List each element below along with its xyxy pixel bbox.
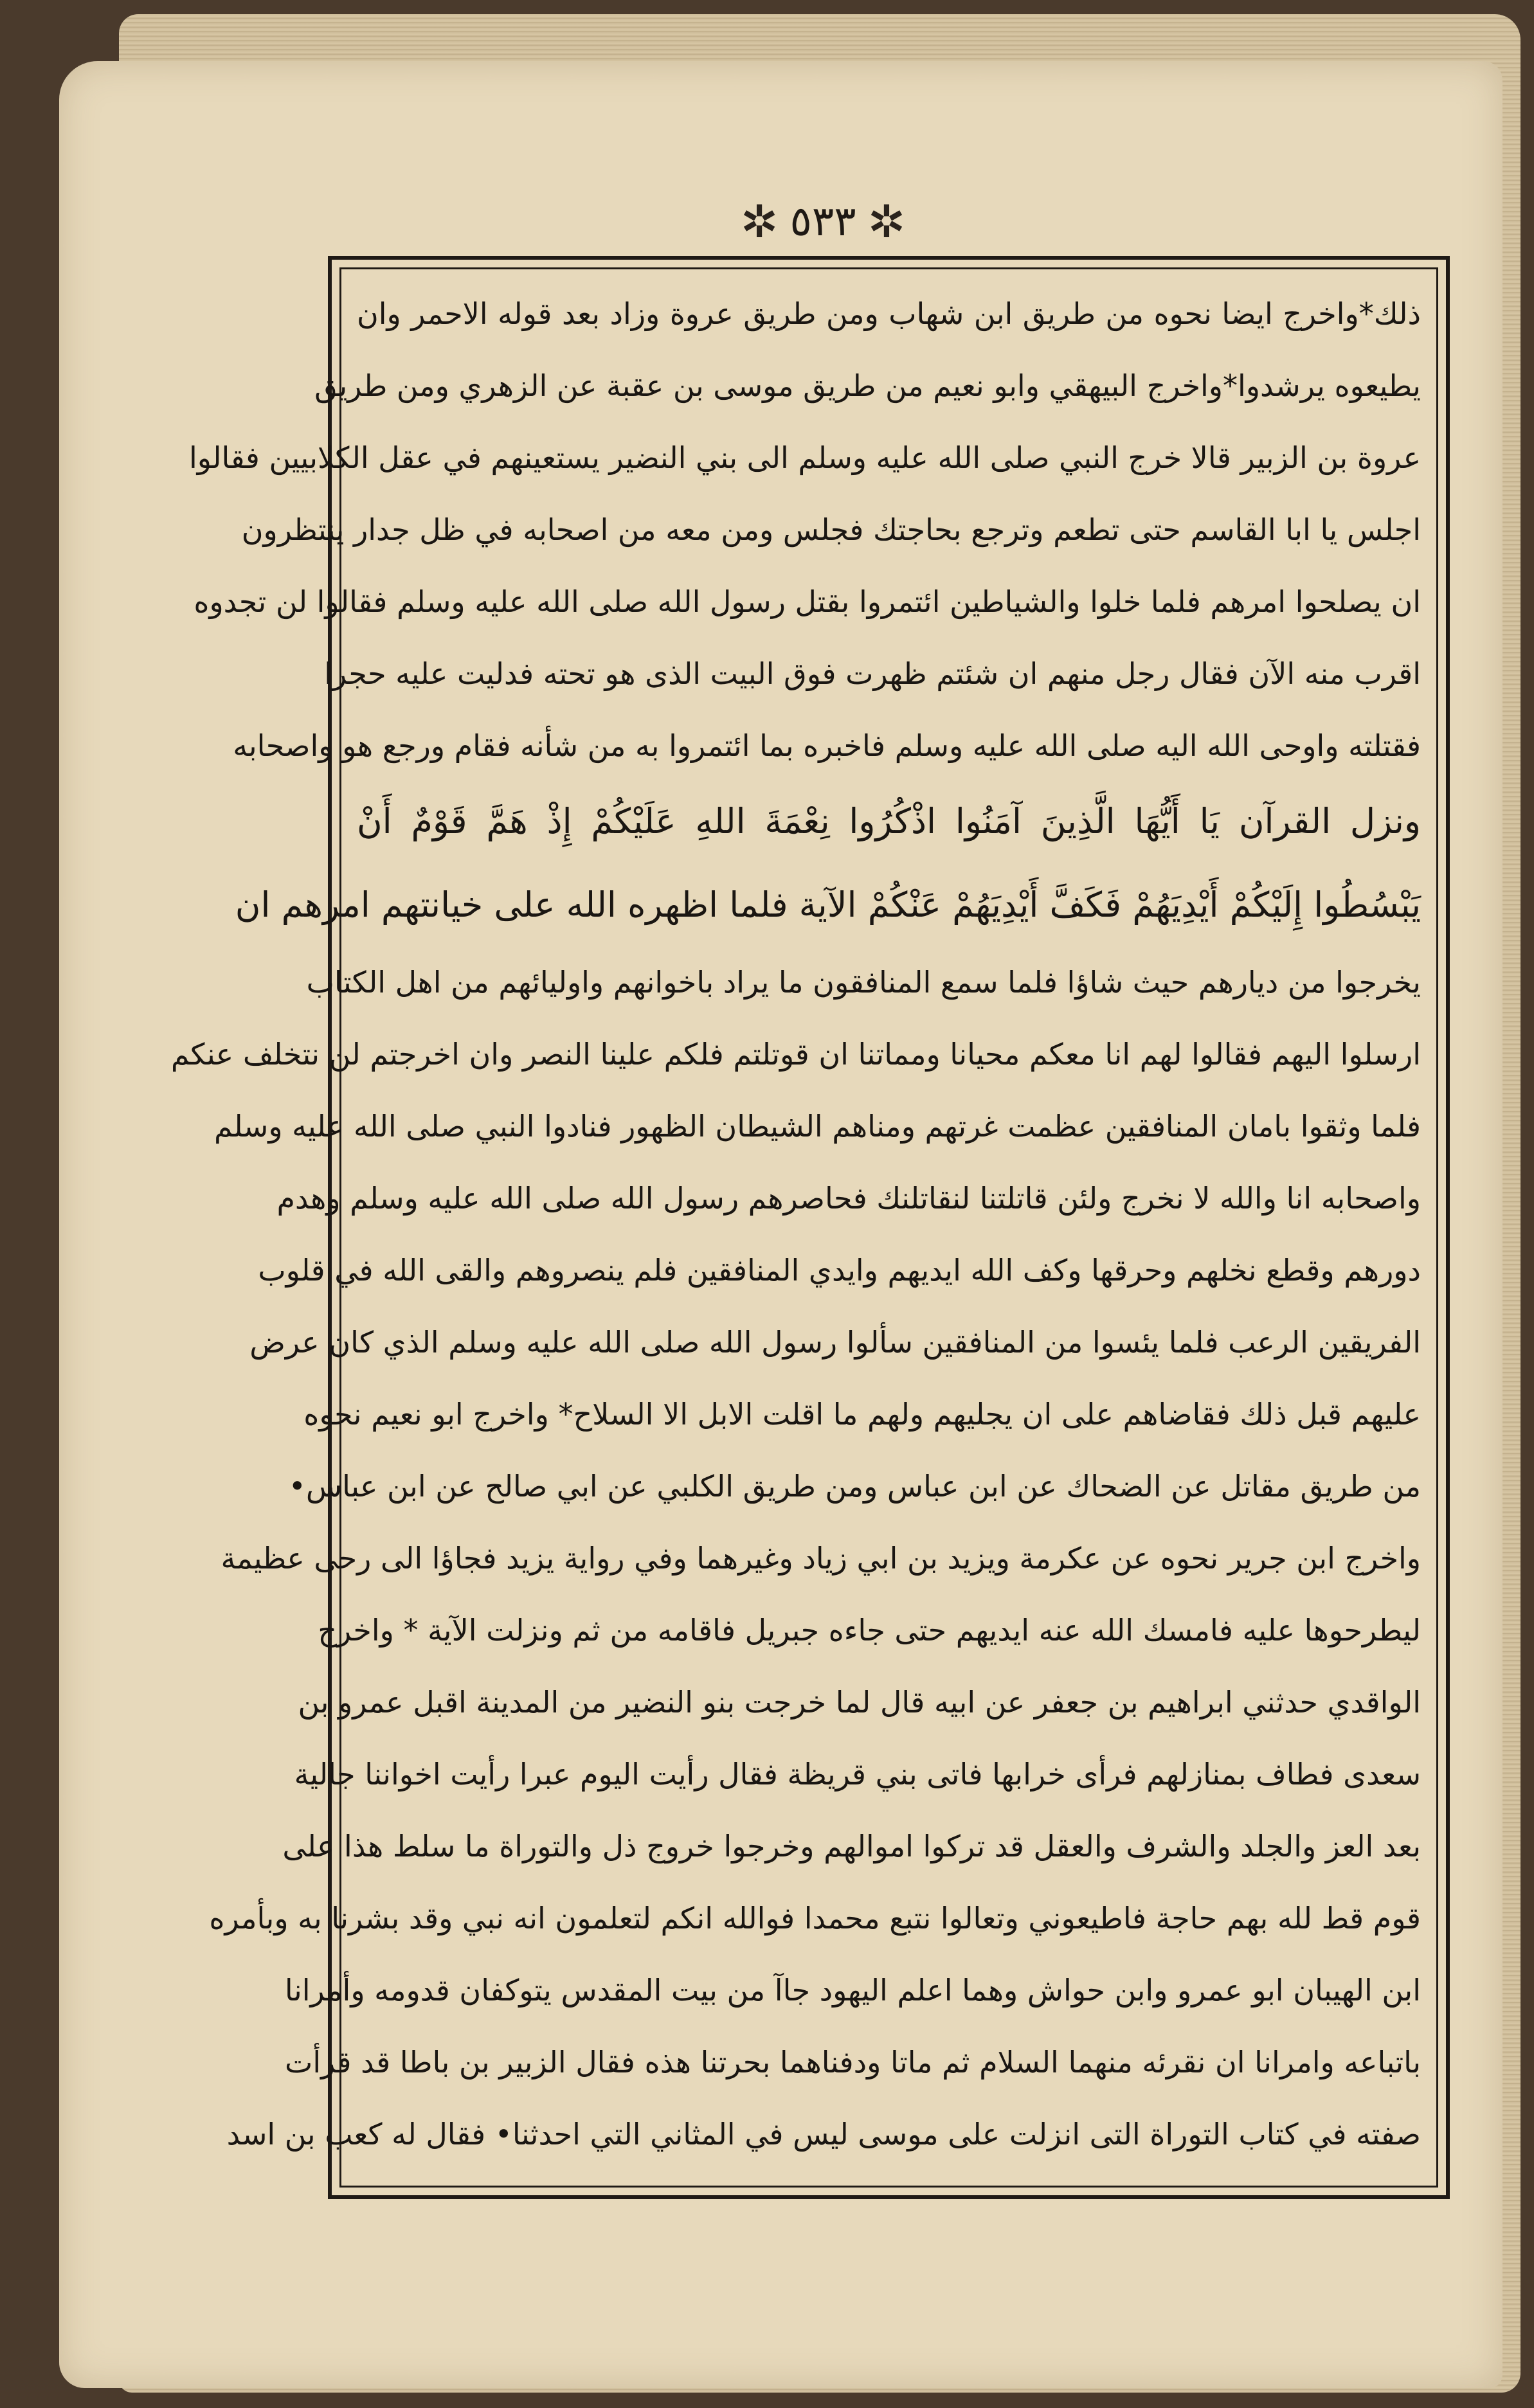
text-line-12: فلما وثقوا بامان المنافقين عظمت غرتهم ومناهم الشيطان الظهور فنادوا النبي صلى الله عليه وسلم [213, 1109, 1421, 1144]
ornament-right-icon: ✲ [867, 195, 906, 248]
text-line-5: ان يصلحوا امرهم فلما خلوا والشياطين ائتمروا بقتل رسول الله صلى الله عليه وسلم فقالوا لن تجدوه [194, 584, 1421, 619]
text-line-14: دورهم وقطع نخلهم وحرقها وكف الله ايديهم وايدي المنافقين فلم ينصروهم والقى الله في قلوب [258, 1253, 1421, 1288]
text-line-25: باتباعه وامرانا ان نقرئه منهما السلام ثم ماتا ودفناهما بحرتنا هذه فقال الزبير بن باطا قد قرأت [285, 2045, 1421, 2080]
text-line-17: من طريق مقاتل عن الضحاك عن ابن عباس ومن طريق الكلبي عن ابي صالح عن ابن عباس• [288, 1469, 1421, 1504]
page-number: ٥٣٣ [790, 198, 856, 246]
text-line-23: قوم قط لله بهم حاجة فاطيعوني وتعالوا نتبع محمدا فوالله انكم لتعلمون انه نبي وقد بشرنا به وبأمره [209, 1901, 1421, 1936]
text-line-22: بعد العز والجلد والشرف والعقل قد تركوا اموالهم وخرجوا خروج ذل والتوراة ما سلط هذا على [282, 1829, 1421, 1864]
text-block [170, 283, 1421, 2173]
text-line-2: يطيعوه يرشدوا*واخرج البيهقي وابو نعيم من طريق موسى بن عقبة عن الزهري ومن طريق [314, 368, 1421, 403]
text-line-24: ابن الهيبان ابو عمرو وابن حواش وهما اعلم اليهود جاآ من بيت المقدس يتوكفان قدومه وأمرانا [284, 1973, 1421, 2008]
text-line-26: صفته في كتاب التوراة التى انزلت على موسى ليس في المثاني التي احدثنا• فقال له كعب بن اسد [226, 2117, 1421, 2152]
text-line-11: ارسلوا اليهم فقالوا لهم انا معكم محيانا ومماتنا ان قوتلتم فلكم علينا النصر وان اخرجتم لن نتخلف عنكم [170, 1037, 1421, 1072]
text-line-21: سعدى فطاف بمنازلهم فرأى خرابها فاتى بني قريظة فقال رأيت اليوم عبرا رأيت اخواننا جالية [294, 1757, 1421, 1792]
text-line-19: ليطرحوها عليه فامسك الله عنه ايديهم حتى جاءه جبريل فاقامه من ثم ونزلت الآية * واخرج [318, 1613, 1421, 1648]
text-line-18: واخرج ابن جرير نحوه عن عكرمة ويزيد بن ابي زياد وغيرهما وفي رواية يزيد فجاؤا الى رحى عظيمة [221, 1541, 1421, 1576]
text-line-10: يخرجوا من ديارهم حيث شاؤا فلما سمع المنافقون ما يراد باخوانهم واوليائهم من اهل الكتاب [306, 965, 1421, 1000]
text-line-3: عروة بن الزبير قالا خرج النبي صلى الله عليه وسلم الى بني النضير يستعينهم في عقل الكلابيين فقالوا [189, 440, 1421, 475]
ornament-left-icon: ✲ [740, 195, 779, 248]
text-line-4: اجلس يا ابا القاسم حتى تطعم وترجع بحاجتك فجلس ومن معه من اصحابه في ظل جدار ينتظرون [241, 512, 1421, 547]
text-line-13: واصحابه انا والله لا نخرج ولئن قاتلتنا لنقاتلنك فحاصرهم رسول الله صلى الله عليه وسلم وهدم [276, 1181, 1421, 1216]
text-line-7: فقتلته واوحى الله اليه صلى الله عليه وسلم فاخبره بما ائتمروا به من شأنه فقام ورجع هو واصحابه [233, 728, 1421, 763]
text-line-16: عليهم قبل ذلك فقاضاهم على ان يجليهم ولهم ما اقلت الابل الا السلاح* واخرج ابو نعيم نحوه [303, 1397, 1421, 1432]
text-line-6: اقرب منه الآن فقال رجل منهم ان شئتم ظهرت فوق البيت الذى هو تحته فدليت عليه حجرا [324, 656, 1421, 691]
text-line-15: الفريقين الرعب فلما يئسوا من المنافقين سألوا رسول الله صلى الله عليه وسلم الذي كان عرض [249, 1325, 1421, 1360]
text-line-20: الواقدي حدثني ابراهيم بن جعفر عن ابيه قال لما خرجت بنو النضير من المدينة اقبل عمرو بن [298, 1685, 1421, 1720]
text-line-9: يَبْسُطُوا إِلَيْكُمْ أَيْدِيَهُمْ فَكَفَّ أَيْدِيَهُمْ عَنْكُمْ الآية فلما اظهره الله على خيانتهم امرهم ان [235, 885, 1421, 925]
text-line-1: ذلك*واخرج ايضا نحوه من طريق ابن شهاب ومن طريق عروة وزاد بعد قوله الاحمر وان [357, 296, 1421, 331]
text-line-8: ونزل القرآن يَا أَيُّهَا الَّذِينَ آمَنُوا اذْكُرُوا نِعْمَةَ اللهِ عَلَيْكُمْ إِذْ هَمَّ قَوْمٌ أَنْ [357, 801, 1421, 841]
page-number-header [694, 193, 952, 251]
